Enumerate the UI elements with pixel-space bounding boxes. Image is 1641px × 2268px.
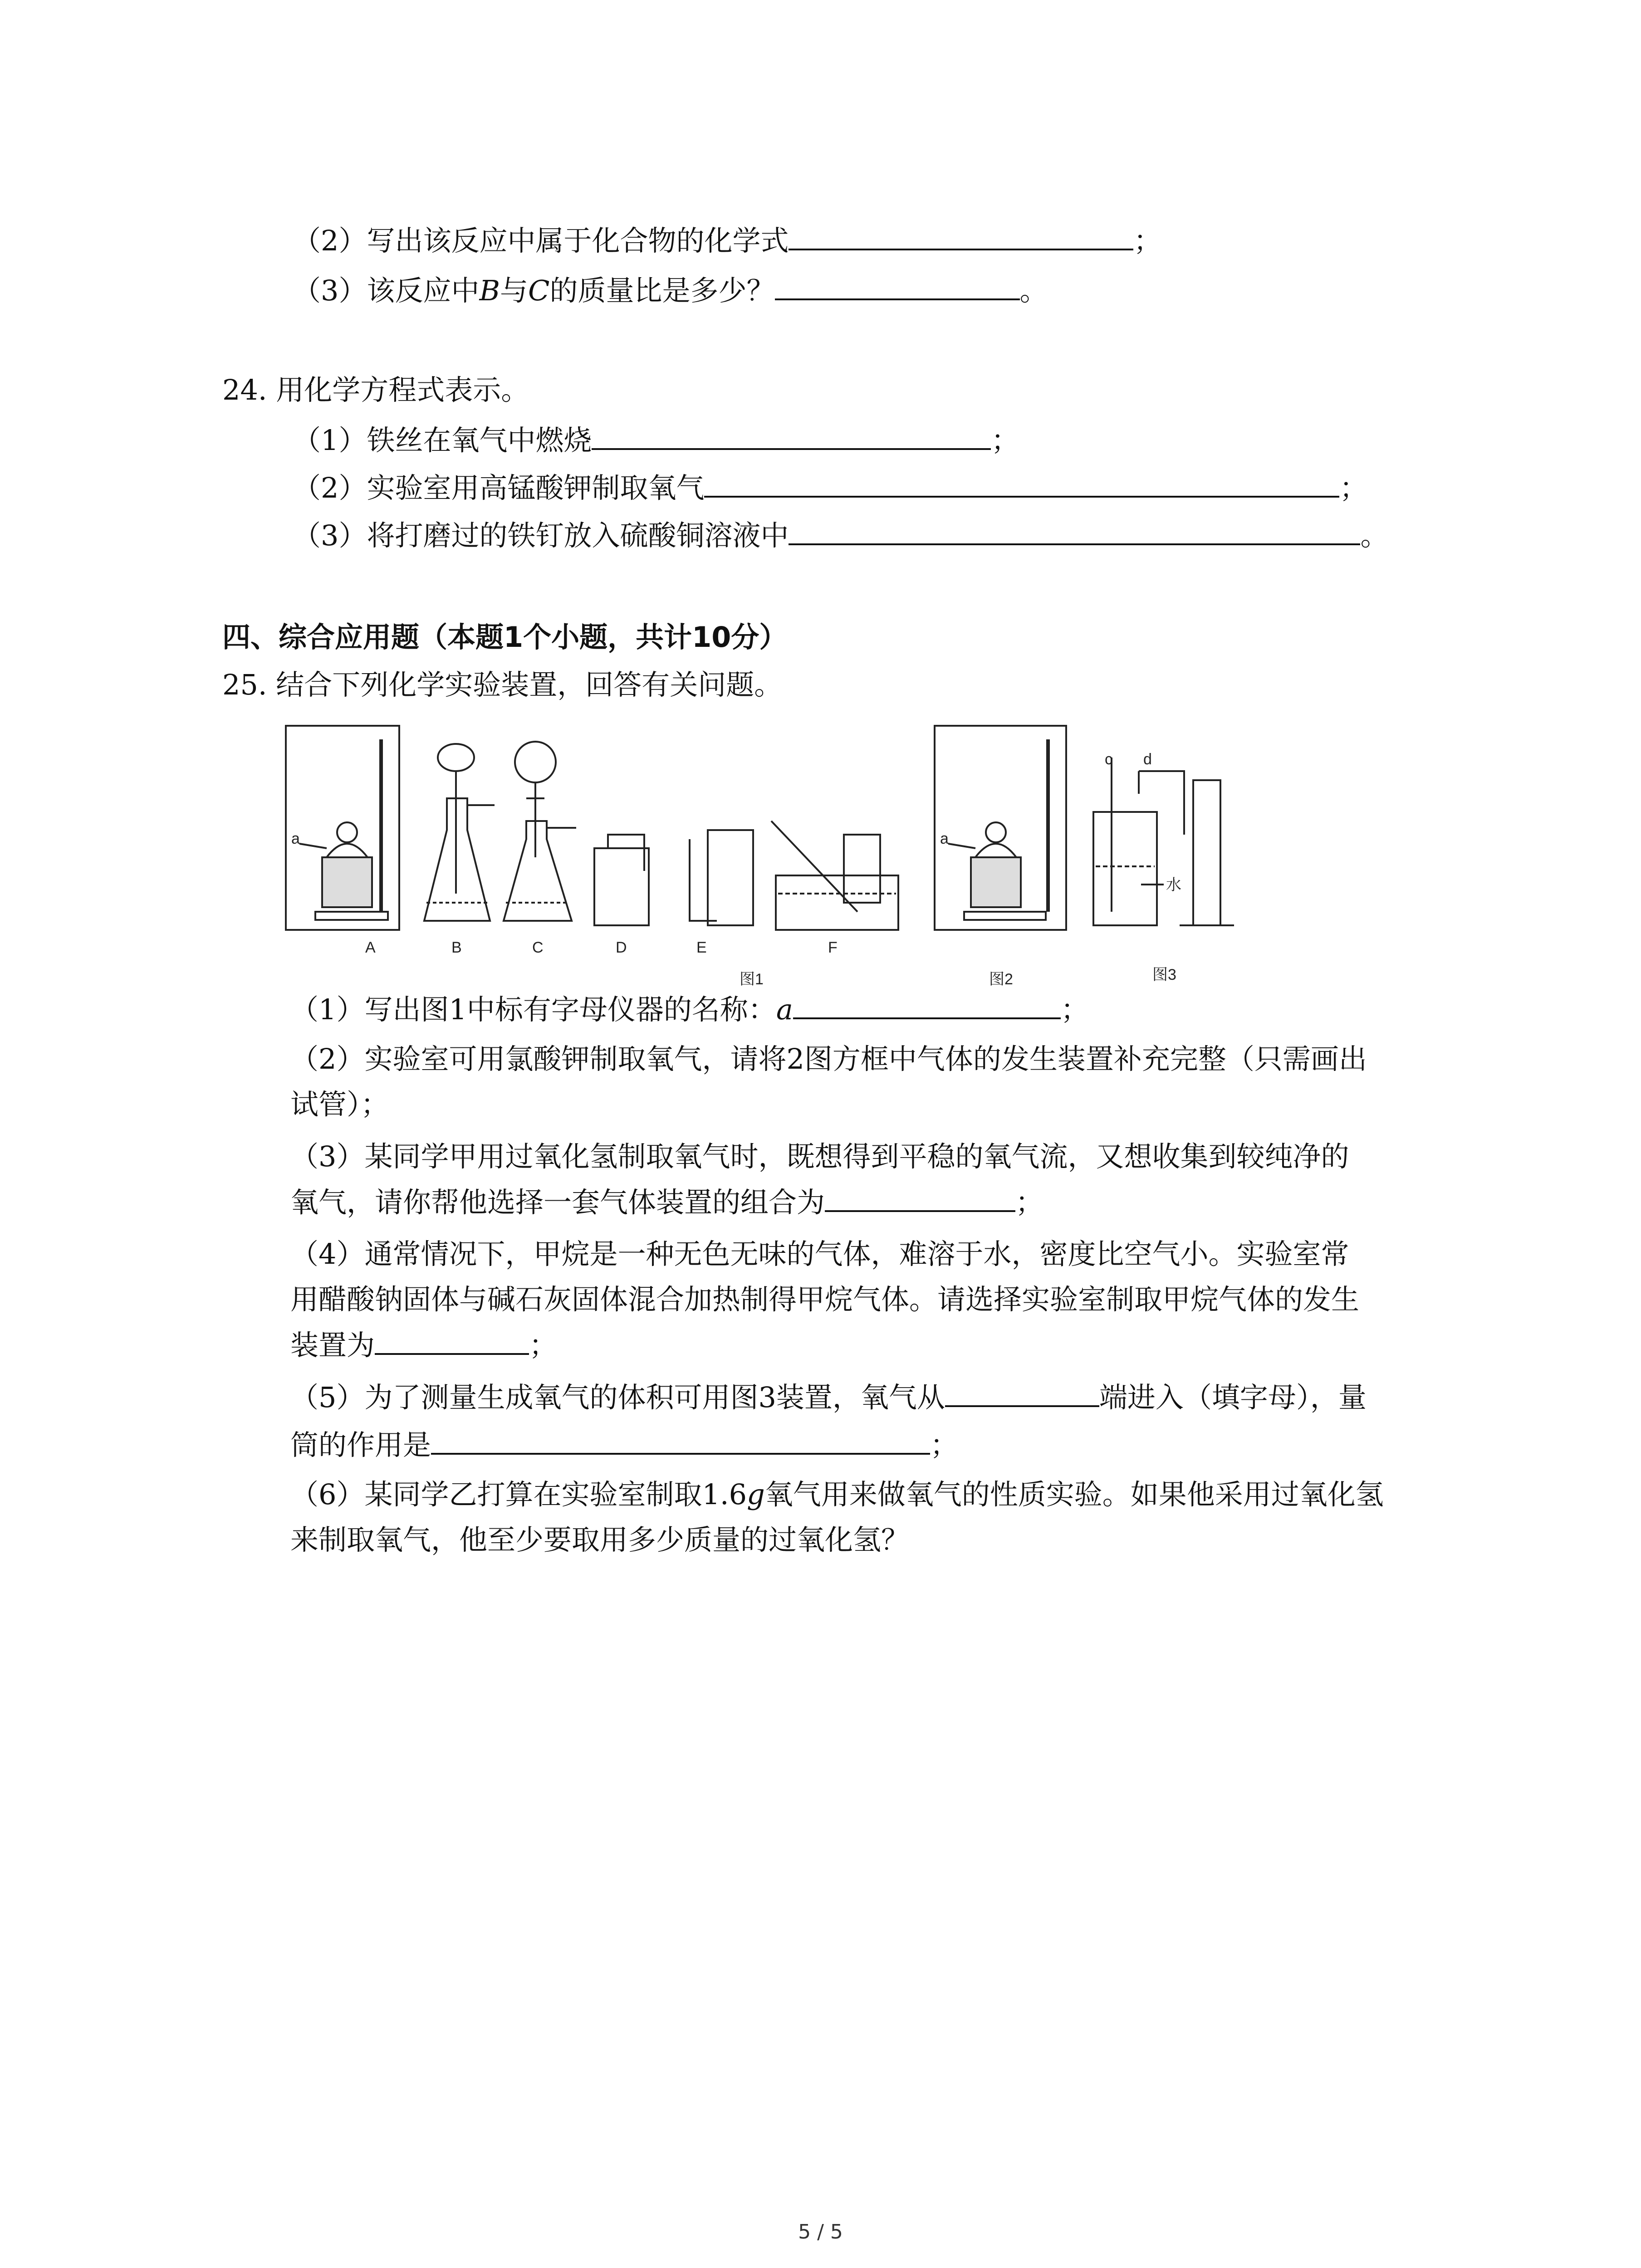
figure-3-caption: 图3 [1152, 966, 1176, 983]
answer-blank[interactable] [793, 991, 1061, 1019]
apparatus-b-label: B [451, 939, 462, 956]
answer-blank[interactable] [592, 422, 991, 450]
q25-part4-line3: 装置为 ； [290, 1327, 557, 1364]
q24-part2: （2）实验室用高锰酸钾制取氧气 ； [293, 469, 1367, 506]
apparatus-e-label: E [696, 939, 707, 956]
part-a-label: a [291, 830, 300, 847]
figure-2-caption: 图2 [989, 971, 1013, 988]
q25-title: 25. 结合下列化学实验装置，回答有关问题。 [222, 668, 783, 701]
q25-part3-line2: 氧气，请你帮他选择一套气体装置的组合为 ； [290, 1184, 1043, 1221]
apparatus-d-label: D [616, 939, 627, 956]
section-heading: 四、综合应用题（本题1个小题，共计10分） [222, 621, 788, 654]
apparatus-a-label: A [365, 939, 376, 956]
answer-blank[interactable] [789, 222, 1133, 250]
q24-part1: （1）铁丝在氧气中燃烧 ； [293, 422, 1019, 459]
water-label: 水 [1166, 876, 1181, 894]
answer-blank[interactable] [431, 1427, 930, 1455]
q24-part3: （3）将打磨过的铁钉放入硫酸铜溶液中 。 [293, 517, 1388, 554]
answer-blank[interactable] [789, 517, 1360, 545]
lab-apparatus-figure [281, 721, 1252, 993]
answer-blank[interactable] [945, 1379, 1099, 1407]
q25-part6-line1: （6）某同学乙打算在实验室制取1.6g氧气用来做氧气的性质实验。如果他采用过氧化氢 [290, 1478, 1384, 1511]
answer-blank[interactable] [375, 1327, 529, 1355]
q25-part1: （1）写出图1中标有字母仪器的名称：a ； [290, 991, 1089, 1028]
q23-part3: （3）该反应中B与C的质量比是多少？ 。 [293, 272, 1048, 309]
q25-part5-line1: （5）为了测量生成氧气的体积可用图3装置，氧气从 端进入（填字母），量 [290, 1379, 1367, 1416]
part-d-label: d [1143, 751, 1152, 768]
apparatus-drawing [281, 721, 1252, 993]
q25-part2-line1: （2）实验室可用氯酸钾制取氧气，请将2图方框中气体的发生装置补充完整（只需画出 [290, 1042, 1367, 1075]
q25-part4-line1: （4）通常情况下，甲烷是一种无色无味的气体，难溶于水，密度比空气小。实验室常 [290, 1237, 1349, 1271]
figure-1-caption: 图1 [740, 971, 764, 988]
q24-title: 24. 用化学方程式表示。 [222, 373, 529, 406]
apparatus-f-label: F [828, 939, 838, 956]
q23-part2: （2）写出该反应中属于化合物的化学式 ； [293, 222, 1161, 259]
part-c-label: c [1105, 751, 1112, 768]
answer-blank[interactable] [704, 469, 1339, 498]
answer-blank[interactable] [825, 1184, 1015, 1212]
q25-part3-line1: （3）某同学甲用过氧化氢制取氧气时，既想得到平稳的氧气流，又想收集到较纯净的 [290, 1140, 1349, 1173]
part-a2-label: a [940, 830, 949, 847]
q25-part2-line2: 试管）； [290, 1088, 389, 1121]
q25-part6-line2: 来制取氧气，他至少要取用多少质量的过氧化氢？ [290, 1523, 910, 1556]
answer-blank[interactable] [775, 272, 1020, 300]
page-number: 5 / 5 [798, 2220, 843, 2244]
q25-part4-line2: 用醋酸钠固体与碱石灰固体混合加热制得甲烷气体。请选择实验室制取甲烷气体的发生 [290, 1283, 1360, 1316]
q25-part5-line2: 筒的作用是 ； [290, 1427, 958, 1463]
apparatus-c-label: C [532, 939, 544, 956]
